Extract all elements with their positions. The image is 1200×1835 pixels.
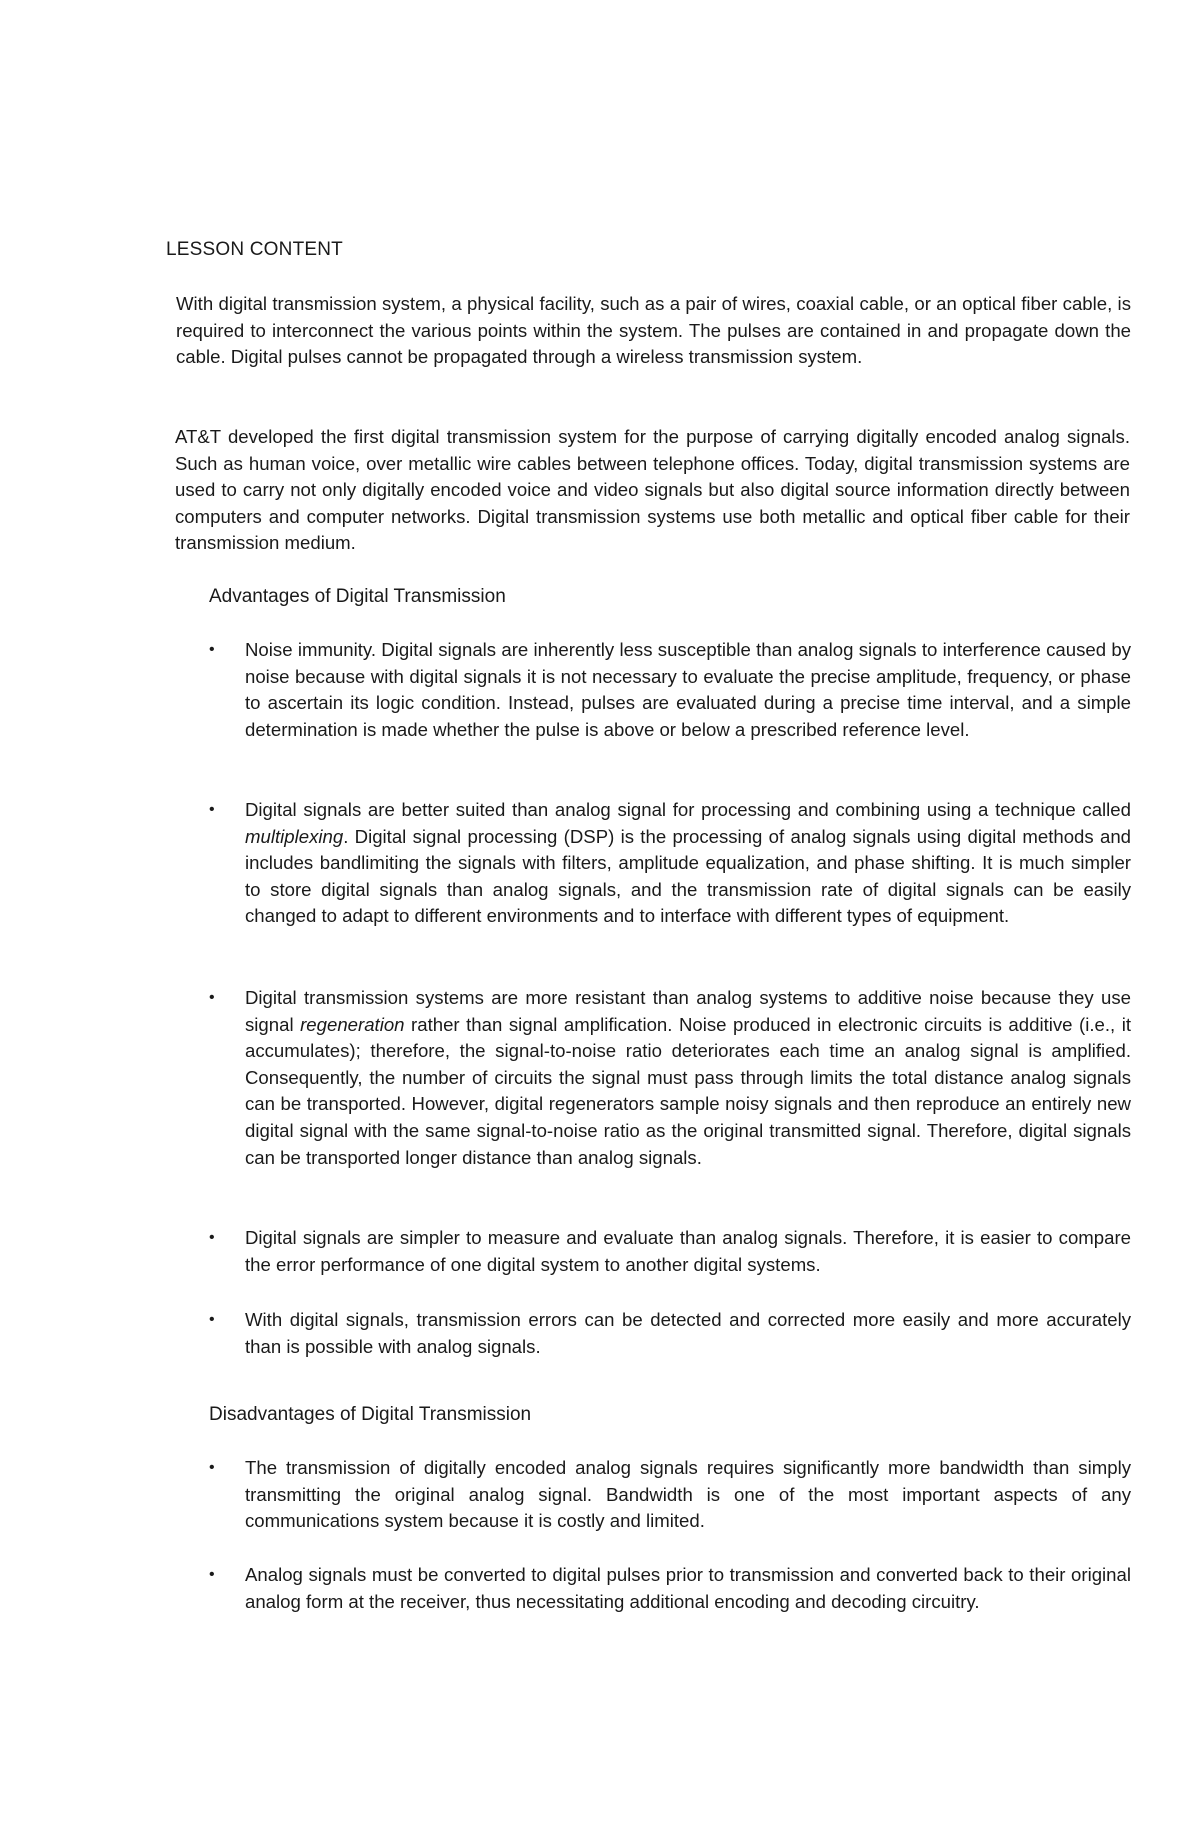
disadvantage-text: Analog signals must be converted to digital pulses prior to transmission and converted back to their original analog form at the receiver, thus necessitating additional encoding and decoding circuitry. xyxy=(245,1564,1131,1612)
advantage-text: Noise immunity. Digital signals are inherently less susceptible than analog signals to interference caused by noise because with digital signals it is not necessary to evaluate the precise amplitude, frequency, or phase to ascertain its logic condition. Instead, pulses are evaluated during a precise time interval, and a simple determination is made whether the pulse is above or below a prescribed reference level. xyxy=(245,639,1131,740)
text-run: Digital signals are better suited than analog signal for processing and combining using a technique called xyxy=(245,799,1131,820)
advantage-item xyxy=(209,637,1131,743)
text-run: rather than signal amplification. Noise produced in electronic circuits is additive (i.e., it accumulates); therefore, the signal-to-noise ratio deteriorates each time an analog signal is amplified. Consequently, the number of circuits the signal must pass through limits the total distance analog signals can be transported. However, digital regenerators sample noisy signals and then reproduce an entirely new digital signal with the same signal-to-noise ratio as the original transmitted signal. Therefore, digital signals can be transported longer distance than analog signals. xyxy=(245,1013,1132,1168)
advantage-item xyxy=(209,797,1131,930)
advantage-item xyxy=(209,1307,1131,1360)
disadvantage-text: The transmission of digitally encoded analog signals requires significantly more bandwidth than simply transmitting the original analog signal. Bandwidth is one of the most important aspects of any communications system because it is costly and limited. xyxy=(245,1457,1131,1532)
bullet-icon: • xyxy=(209,1229,215,1246)
advantage-text xyxy=(245,797,1131,930)
bullet-icon: • xyxy=(209,989,215,1006)
intro-paragraph: AT&T developed the first digital transmission system for the purpose of carrying digitally encoded analog signals. Such as human voice, over metallic wire cables between telephone offices. Today, digital transmission systems are used to carry not only digitally encoded voice and video signals but also digital source information directly between computers and computer networks. Digital transmission systems use both metallic and optical fiber cable for their transmission medium. xyxy=(175,426,1130,554)
advantage-item xyxy=(209,985,1131,1171)
advantage-text: With digital signals, transmission errors can be detected and corrected more easily and more accurately than is possible with analog signals. xyxy=(245,1309,1131,1357)
advantages-heading: Advantages of Digital Transmission xyxy=(209,586,506,607)
advantage-text xyxy=(245,985,1131,1171)
bullet-icon: • xyxy=(209,801,215,818)
text-run: . Digital signal processing (DSP) is the processing of analog signals using digital methods and includes bandlimiting the signals with filters, amplitude equalization, and phase shifting. It is much simpler to store digital signals than analog signals, and the transmission rate of digital signals can be easily changed to adapt to different environments and to interface with different types of equipment. xyxy=(245,825,1131,927)
emphasis-term: multiplexing xyxy=(245,825,344,847)
bullet-icon: • xyxy=(209,1566,215,1583)
text-run: Digital transmission systems are more resistant than analog systems to additive noise because they use signal xyxy=(245,987,1131,1035)
bullet-icon: • xyxy=(209,1311,215,1328)
emphasis-term: regeneration xyxy=(300,1013,405,1035)
advantage-text: Digital signals are simpler to measure and evaluate than analog signals. Therefore, it is easier to compare the error performance of one digital system to another digital systems. xyxy=(245,1227,1131,1275)
bullet-icon: • xyxy=(209,641,215,658)
advantage-item xyxy=(209,1225,1131,1278)
intro-paragraph: With digital transmission system, a physical facility, such as a pair of wires, coaxial cable, or an optical fiber cable, is required to interconnect the various points within the system. The pulses are contained in and propagate down the cable. Digital pulses cannot be propagated through a wireless transmission system. xyxy=(176,293,1131,368)
disadvantage-item xyxy=(209,1455,1131,1535)
bullet-icon: • xyxy=(209,1459,215,1476)
disadvantage-item xyxy=(209,1562,1131,1615)
disadvantages-heading: Disadvantages of Digital Transmission xyxy=(209,1404,532,1425)
lesson-heading: LESSON CONTENT xyxy=(166,239,343,260)
